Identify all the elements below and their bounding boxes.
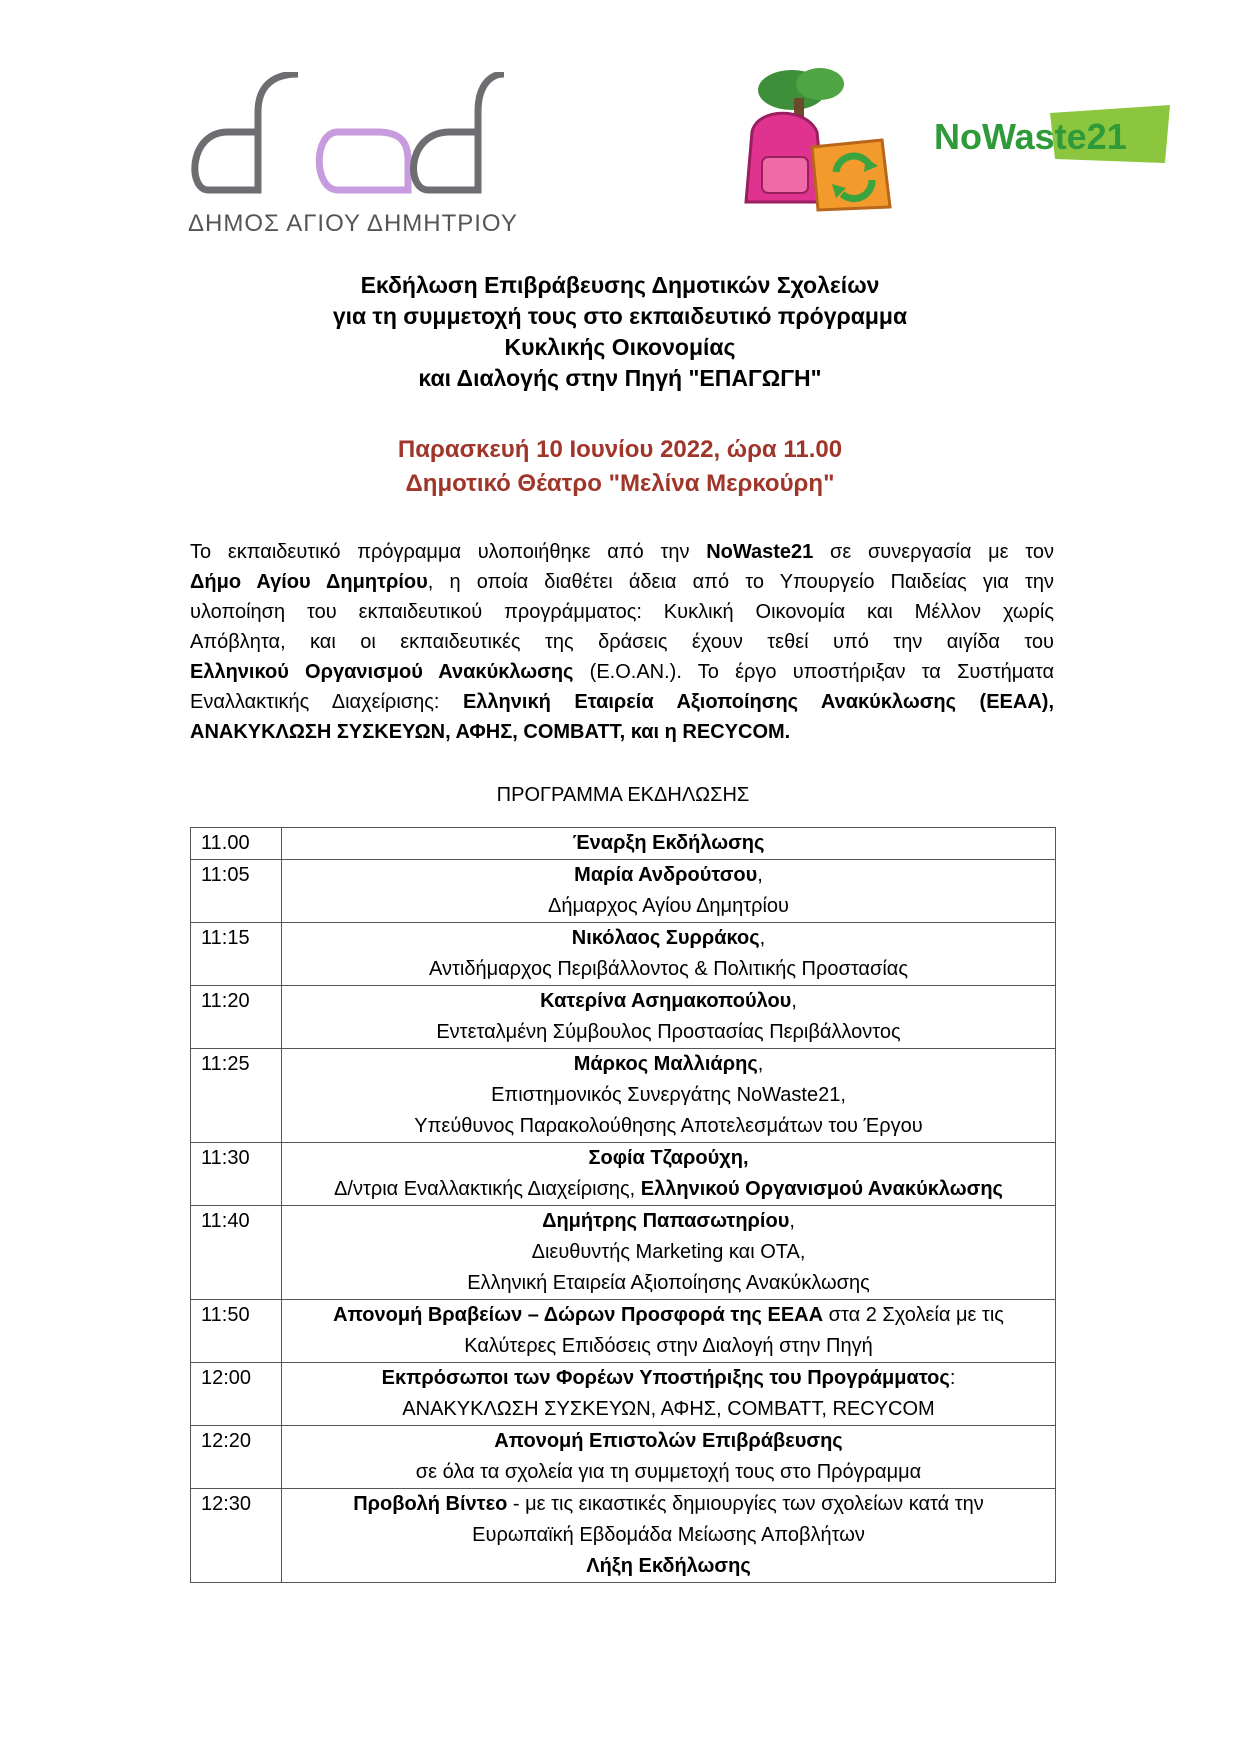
title-line: Εκδήλωση Επιβράβευσης Δημοτικών Σχολείων: [360, 272, 880, 298]
row-text: σε όλα τα σχολεία για τη συμμετοχή τους στο Πρόγραμμα: [415, 1461, 922, 1483]
row-time: 11:20: [191, 986, 282, 1049]
row-text: ,: [789, 1210, 795, 1232]
row-description: [282, 860, 1056, 923]
row-text: στα 2 Σχολεία με τις: [823, 1304, 1004, 1326]
intro-line: [190, 567, 1054, 597]
row-text: Δ/ντρια Εναλλακτικής Διαχείρισης,: [334, 1178, 641, 1200]
row-time: 12:00: [191, 1363, 282, 1426]
row-text: Καλύτερες Επιδόσεις στην Διαλογή στην Πηγή: [464, 1335, 873, 1357]
intro-line: [190, 687, 1054, 717]
row-title: Δημήτρης Παπασωτηρίου: [542, 1210, 790, 1232]
intro-text: Το εκπαιδευτικό πρόγραμμα υλοποιήθηκε από την: [190, 541, 707, 563]
event-venue: Δημοτικό Θέατρο "Μελίνα Μερκούρη": [405, 470, 835, 497]
row-title: Λήξη Εκδήλωσης: [586, 1555, 751, 1577]
row-description: [282, 1489, 1056, 1583]
title-line: για τη συμμετοχή τους στο εκπαιδευτικό πρόγραμμα: [332, 303, 908, 329]
nowaste-wordmark: NoWaste21: [934, 116, 1127, 157]
table-row: [191, 923, 1056, 986]
intro-bold: Δήμο Αγίου Δημητρίου: [190, 571, 428, 593]
table-row: [191, 1143, 1056, 1206]
row-description: [282, 1426, 1056, 1489]
row-description: [282, 1206, 1056, 1300]
row-time: 11:25: [191, 1049, 282, 1143]
row-description: [282, 923, 1056, 986]
row-time: 11:15: [191, 923, 282, 986]
row-title: Έναρξη Εκδήλωσης: [572, 832, 765, 854]
intro-text: Εναλλακτικής Διαχείρισης:: [190, 691, 463, 713]
event-info: [180, 433, 1060, 501]
row-text: Επιστημονικός Συνεργάτης NoWaste21,: [491, 1084, 846, 1106]
row-title: Μαρία Ανδρούτσου: [574, 864, 758, 886]
row-description: [282, 1143, 1056, 1206]
municipality-name: ΔΗΜΟΣ ΑΓΙΟΥ ΔΗΜΗΤΡΙΟΥ: [188, 210, 518, 237]
table-row: [191, 828, 1056, 860]
row-text: Υπεύθυνος Παρακολούθησης Αποτελεσμάτων του Έργου: [414, 1115, 923, 1137]
intro-paragraph: [190, 537, 1054, 747]
program-table: [190, 827, 1056, 1583]
row-title: Εκπρόσωποι των Φορέων Υποστήριξης του Προγράμματος: [381, 1367, 950, 1389]
row-text: ,: [791, 990, 797, 1012]
table-row: [191, 1049, 1056, 1143]
row-description: [282, 1049, 1056, 1143]
intro-line: υλοποίηση του εκπαιδευτικού προγράμματος: Κυκλική Οικονομία και Μέλλον χωρίς: [190, 601, 1054, 623]
row-text: Εντεταλμένη Σύμβουλος Προστασίας Περιβάλλοντος: [436, 1021, 901, 1043]
row-text: Ελληνική Εταιρεία Αξιοποίησης Ανακύκλωσης: [467, 1272, 870, 1294]
row-time: 12:30: [191, 1489, 282, 1583]
row-description: [282, 828, 1056, 860]
title-line: και Διαλογής στην Πηγή "ΕΠΑΓΩΓΗ": [418, 365, 822, 391]
table-row: [191, 1489, 1056, 1583]
row-text: :: [949, 1367, 956, 1389]
row-description: [282, 1363, 1056, 1426]
row-text: Ευρωπαϊκή Εβδομάδα Μείωσης Αποβλήτων: [472, 1524, 865, 1546]
title-line: Κυκλικής Οικονομίας: [504, 334, 736, 360]
row-title: Ελληνικού Οργανισμού Ανακύκλωσης: [640, 1178, 1003, 1200]
intro-text: (Ε.Ο.ΑΝ.). Το έργο υποστήριξαν τα Συστήματα: [573, 661, 1054, 683]
row-text: ,: [759, 927, 766, 949]
row-text: Αντιδήμαρχος Περιβάλλοντος & Πολιτικής Προστασίας: [429, 958, 908, 980]
intro-bold: NoWaste21: [706, 541, 814, 563]
row-title: Νικόλαος Συρράκος: [571, 927, 760, 949]
recycling-backpack-logo: [732, 62, 902, 212]
nowaste21-logo: [930, 105, 1175, 167]
intro-line: [190, 717, 1054, 747]
intro-text: σε συνεργασία με τον: [813, 541, 1055, 563]
table-row: [191, 1300, 1056, 1363]
row-title: Κατερίνα Ασημακοπούλου: [540, 990, 792, 1012]
row-title: Απονομή Βραβείων – Δώρων Προσφορά της ΕΕΑΑ: [333, 1304, 824, 1326]
row-title: Προβολή Βίντεο: [353, 1493, 508, 1515]
intro-bold: Ελληνικού Οργανισμού Ανακύκλωσης: [190, 661, 574, 683]
row-time: 12:20: [191, 1426, 282, 1489]
table-row: [191, 1206, 1056, 1300]
row-text: ,: [757, 1053, 764, 1075]
event-date-time: Παρασκευή 10 Ιουνίου 2022, ώρα 11.00: [397, 436, 843, 463]
row-text: Δήμαρχος Αγίου Δημητρίου: [548, 895, 789, 917]
row-text: Διευθυντής Marketing και ΟΤΑ,: [531, 1241, 806, 1263]
program-heading: ΠΡΟΓΡΑΜΜΑ ΕΚΔΗΛΩΣΗΣ: [496, 784, 750, 806]
row-text: ΑΝΑΚΥΚΛΩΣΗ ΣΥΣΚΕΥΩΝ, ΑΦΗΣ, COMBATT, RECYCOM: [402, 1398, 935, 1420]
table-row: [191, 860, 1056, 923]
row-text: - με τις εικαστικές δημιουργίες των σχολείων κατά την: [507, 1493, 984, 1515]
row-time: 11:30: [191, 1143, 282, 1206]
table-row: [191, 1363, 1056, 1426]
row-title: Απονομή Επιστολών Επιβράβευσης: [494, 1430, 843, 1452]
row-description: [282, 986, 1056, 1049]
intro-line: [190, 657, 1054, 687]
intro-bold: Ελληνική Εταιρεία Αξιοποίησης Ανακύκλωσης (ΕΕΑΑ),: [462, 691, 1054, 713]
table-row: [191, 1426, 1056, 1489]
dad-monogram-icon: [188, 72, 506, 210]
event-title: [180, 270, 1060, 394]
intro-line: [190, 537, 1054, 567]
intro-text: , η οποία διαθέτει άδεια από το Υπουργείο Παιδείας για την: [427, 571, 1054, 593]
table-row: [191, 986, 1056, 1049]
row-title: Σοφία Τζαρούχη,: [588, 1147, 749, 1169]
row-time: 11:40: [191, 1206, 282, 1300]
municipality-logo: [188, 72, 518, 242]
row-time: 11.00: [191, 828, 282, 860]
intro-bold: ΑΝΑΚΥΚΛΩΣΗ ΣΥΣΚΕΥΩΝ, ΑΦΗΣ, COMBATT, και η RECYCOM.: [190, 721, 791, 743]
row-description: [282, 1300, 1056, 1363]
intro-line: Απόβλητα, και οι εκπαιδευτικές της δράσεις έχουν τεθεί υπό την αιγίδα του: [190, 631, 1054, 653]
row-time: 11:50: [191, 1300, 282, 1363]
row-text: ,: [757, 864, 763, 886]
row-time: 11:05: [191, 860, 282, 923]
nowaste21-wordmark-icon: [930, 105, 1175, 167]
row-title: Μάρκος Μαλλιάρης: [573, 1053, 758, 1075]
recycling-backpack-icon: [732, 62, 902, 212]
